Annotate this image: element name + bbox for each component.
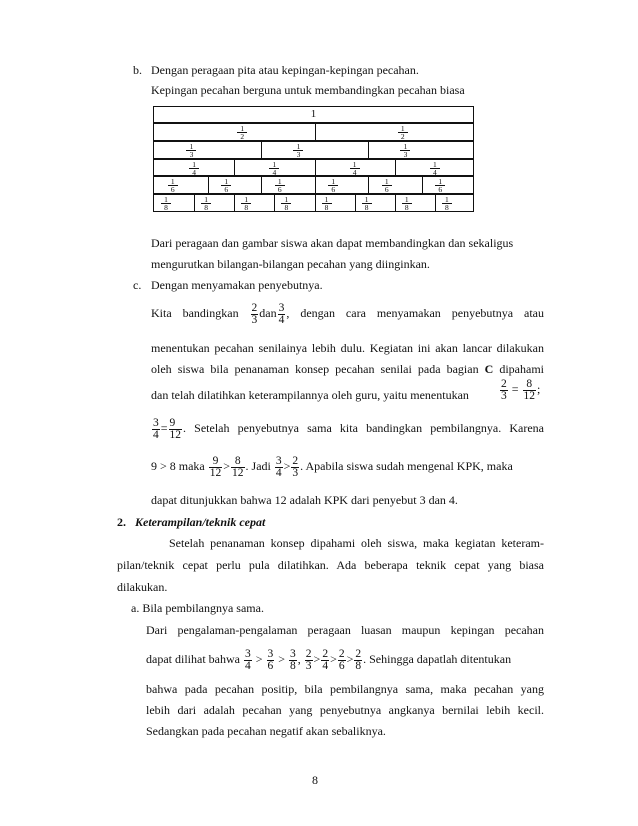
denominator: 3 [292, 466, 299, 479]
denominator: 12 [232, 466, 244, 479]
bar-label-denominator: 4 [350, 168, 360, 176]
bar-label-1-8 [402, 196, 412, 211]
bar-label-1-4 [189, 161, 199, 176]
fraction [152, 418, 160, 441]
bar-label-numerator: 1 [189, 142, 194, 151]
item-b-heading: Dengan peragaan pita atau kepingan-kepingan pecahan. [151, 63, 419, 77]
denominator: 4 [322, 659, 329, 672]
denominator: 12 [169, 428, 182, 441]
bar-label-denominator: 2 [398, 132, 408, 140]
item-b-subtext: Kepingan pecahan berguna untuk membandingkan pecahan biasa [151, 83, 465, 97]
denominator: 12 [209, 466, 222, 479]
fraction [169, 418, 183, 441]
bar-label-numerator: 1 [331, 177, 336, 186]
item-a-line5: Sedangkan pada pecahan negatif akan sebaliknya. [146, 724, 386, 738]
para-b-line2: mengurutkan bilangan-bilangan pecahan yang diinginkan. [151, 257, 430, 271]
denominator: 4 [275, 466, 282, 479]
bar-divider [261, 177, 262, 193]
text: dipahami [499, 362, 544, 376]
bar-label-numerator: 1 [364, 195, 369, 204]
text: Kita bandingkan [151, 306, 239, 320]
numerator: 2 [322, 647, 329, 660]
text: , dengan cara menyamakan penyebutnya atau [286, 306, 544, 320]
numerator: 2 [251, 301, 258, 314]
bar-label-numerator: 1 [204, 195, 209, 204]
bar-label-numerator: 1 [164, 195, 168, 204]
fraction [278, 303, 286, 326]
section-2-line2: pilan/teknik cepat perlu pula dilatihkan. Ada beberapa teknik cepat yang biasa [117, 558, 544, 572]
text: 9 > 8 maka [151, 459, 205, 473]
fraction [275, 456, 283, 479]
bar-label-numerator: 1 [384, 177, 389, 186]
text: . Jadi [245, 459, 271, 473]
denominator: 6 [338, 659, 345, 672]
bar-label-numerator: 1 [296, 142, 301, 151]
item-c-label: c. [133, 278, 142, 292]
bar-divider [315, 160, 316, 175]
bar-label-1-2 [237, 125, 247, 140]
bar-label-denominator: 8 [161, 203, 171, 211]
item-c-line6: 9 > 8 maka $\frac{9}{12}$ > $\frac{8}{12}$ . Jadi $\frac{3}{4}$ > $\frac{2}{3}$ . Apabila siswa sudah mengenal KPK, maka [151, 454, 513, 479]
numerator: 3 [290, 647, 296, 660]
bar-label-denominator: 2 [237, 132, 247, 140]
text: ; [537, 382, 541, 396]
numerator: 2 [338, 647, 345, 660]
numerator: 2 [305, 647, 312, 660]
bar-row-4 [153, 159, 474, 176]
numerator: 2 [355, 647, 362, 660]
fraction [291, 456, 299, 479]
bar-row-2 [153, 123, 474, 141]
fraction [523, 379, 537, 402]
bar-label-1-3 [400, 143, 410, 158]
bar-label-denominator: 8 [362, 203, 372, 211]
bar-label-denominator: 3 [400, 150, 410, 158]
numerator: 2 [292, 454, 299, 467]
bar-label-1-4 [269, 161, 279, 176]
bar-label-1-6 [275, 178, 285, 193]
text: . Setelah penyebutnya sama kita bandingkan pembilangnya. Karena [183, 421, 544, 435]
bar-label-numerator: 1 [352, 160, 357, 169]
bar-label-numerator: 1 [244, 195, 249, 204]
bar-label-numerator: 1 [445, 195, 449, 204]
item-a-line4: lebih dari adalah pecahan yang penyebutnya angkanya bernilai lebih kecil. [146, 703, 544, 717]
bar-divider [395, 195, 396, 211]
fraction [354, 649, 362, 672]
numerator: 3 [267, 647, 274, 660]
bar-divider [422, 177, 423, 193]
text: . Sehingga dapatlah ditentukan [363, 652, 512, 666]
bar-divider [208, 177, 209, 193]
page-number: 8 [312, 773, 318, 787]
bar-divider [261, 142, 262, 158]
bar-label-numerator: 1 [170, 177, 175, 186]
denominator: 8 [290, 659, 296, 672]
denominator: 3 [251, 313, 258, 326]
denominator: 4 [244, 659, 251, 672]
fraction [209, 456, 223, 479]
numerator: 9 [169, 416, 176, 429]
bar-label-1-6 [382, 178, 392, 193]
numerator: 3 [153, 416, 159, 429]
bar-label-1-2 [398, 125, 408, 140]
bar-label-numerator: 1 [224, 177, 229, 186]
bar-label-1-8 [241, 196, 251, 211]
fraction [305, 649, 313, 672]
bar-label-numerator: 1 [438, 177, 443, 186]
denominator: 4 [153, 428, 159, 441]
bar-label-numerator: 1 [433, 160, 437, 169]
bar-label-denominator: 3 [293, 150, 303, 158]
bar-label-1-3 [186, 143, 196, 158]
item-b-label: b. [133, 63, 142, 77]
numerator: 9 [212, 454, 219, 467]
bar-label-numerator: 1 [272, 160, 277, 169]
item-a-heading: a. Bila pembilangnya sama. [131, 601, 264, 615]
bar-label-numerator: 1 [404, 195, 409, 204]
bar-label-1-6 [221, 178, 231, 193]
bar-row-6 [153, 176, 474, 194]
denominator: 3 [501, 389, 507, 402]
bar-divider [315, 195, 316, 211]
numerator: 8 [526, 377, 533, 390]
section-2-line1: Setelah penanaman konsep dipahami oleh siswa, maka kegiatan keteram- [169, 536, 544, 550]
fraction [338, 649, 346, 672]
equation-1: $\frac{2}{3}$ = $\frac{8}{12}$ ; [501, 377, 541, 402]
item-c-line4 [151, 382, 469, 408]
bar-label-1-8 [201, 196, 211, 211]
bar-label-1-8 [442, 196, 452, 211]
fraction [267, 649, 275, 672]
bar-label-numerator: 1 [403, 142, 408, 151]
fraction [289, 649, 297, 672]
bar-label-1-6 [435, 178, 445, 193]
section-2-title: Keterampilan/teknik cepat [135, 515, 266, 529]
bar-divider [274, 195, 275, 211]
bar-divider [368, 142, 369, 158]
bar-row-8 [153, 194, 474, 212]
bar-whole [153, 106, 474, 123]
bar-label-1-6 [328, 178, 338, 193]
bar-label-1-6 [168, 178, 178, 193]
fraction [231, 456, 245, 479]
bar-label-1-8 [322, 196, 332, 211]
item-a-line1: Dari pengalaman-pengalaman peragaan luasan maupun kepingan pecahan [146, 623, 544, 637]
bar-divider [234, 160, 235, 175]
bar-divider [194, 195, 195, 211]
bar-label-denominator: 6 [328, 185, 338, 193]
bar-divider [315, 124, 316, 140]
bar-label-numerator: 1 [284, 195, 289, 204]
bar-label-denominator: 3 [186, 150, 196, 158]
denominator: 12 [523, 389, 536, 402]
text: . Apabila siswa sudah mengenal KPK, maka [300, 459, 513, 473]
item-c-heading: Dengan menyamakan penyebutnya. [151, 278, 323, 292]
para-b-line1: Dari peragaan dan gambar siswa akan dapat membandingkan dan sekaligus [151, 236, 514, 250]
item-c-line1 [151, 300, 544, 326]
bar-divider [315, 177, 316, 193]
denominator: 4 [278, 313, 285, 326]
bar-label-1-8 [161, 196, 171, 211]
bar-label-denominator: 8 [442, 203, 452, 211]
text: dapat dilihat bahwa [146, 652, 240, 666]
denominator: 3 [305, 659, 312, 672]
fraction [500, 379, 508, 402]
bar-label-1-4 [350, 161, 360, 176]
bar-row-3 [153, 141, 474, 159]
item-c-line2: menentukan pecahan senilainya lebih dulu. Kegiatan ini akan lancar dilakukan [151, 341, 544, 355]
text: dan [259, 306, 277, 320]
item-c-line3 [151, 361, 544, 377]
bold-text: C [484, 362, 494, 376]
numerator: 2 [501, 377, 507, 390]
text: oleh siswa bila penanaman konsep pecahan senilai pada bagian [151, 362, 479, 376]
bar-label-denominator: 6 [275, 185, 285, 193]
item-a-line3: bahwa pada pecahan positip, bila pembilangnya sama, maka pecahan yang [146, 682, 544, 696]
bar-label-denominator: 8 [322, 203, 332, 211]
item-c-line5: $\frac{3}{4}$ = $\frac{9}{12}$ . Setelah penyebutnya sama kita bandingkan pembilangnya. Karena [153, 416, 544, 441]
bar-divider [395, 160, 396, 175]
fraction [251, 303, 259, 326]
numerator: 8 [234, 454, 241, 467]
bar-label-numerator: 1 [240, 124, 245, 133]
denominator: 8 [355, 659, 362, 672]
bar-label-1-8 [281, 196, 291, 211]
bar-label-denominator: 4 [269, 168, 279, 176]
bar-label-numerator: 1 [277, 177, 282, 186]
bar-divider [435, 195, 436, 211]
bar-label-1-4 [430, 161, 440, 176]
bar-divider [234, 195, 235, 211]
section-2-number: 2. [117, 515, 126, 529]
bar-label-numerator: 1 [400, 124, 405, 133]
bar-label-1-8 [362, 196, 372, 211]
bar-label-denominator: 8 [241, 203, 251, 211]
text: dan telah dilatihkan keterampilannya oleh guru, yaitu menentukan [151, 388, 469, 402]
bar-label-denominator: 4 [189, 168, 199, 176]
bar-label-denominator: 8 [281, 203, 291, 211]
item-a-line2: dapat dilihat bahwa $\frac{3}{4}$ > $\frac{3}{6}$ > $\frac{3}{8}$ , $\frac{2}{3}$ > $\frac{2}{4}$ > $\frac{2}{6}$ > $\frac{2}{8}$ . Sehingga dapatlah ditentukan [146, 647, 512, 672]
bar-label-numerator: 1 [192, 160, 196, 169]
bar-label-denominator: 8 [201, 203, 211, 211]
bar-label-denominator: 6 [168, 185, 178, 193]
bar-label-denominator: 6 [382, 185, 392, 193]
bar-label-1-3 [293, 143, 303, 158]
bar-divider [368, 177, 369, 193]
section-2-line3: dilakukan. [117, 580, 168, 594]
bar-label-numerator: 1 [324, 195, 329, 204]
fraction [321, 649, 329, 672]
bar-label-denominator: 8 [402, 203, 412, 211]
bar-divider [355, 195, 356, 211]
bar-label-denominator: 4 [430, 168, 440, 176]
bar-label-denominator: 6 [435, 185, 445, 193]
numerator: 3 [278, 301, 285, 314]
denominator: 6 [267, 659, 274, 672]
numerator: 3 [244, 647, 251, 660]
bar-whole-label: 1 [310, 108, 317, 120]
fraction [244, 649, 252, 672]
bar-label-denominator: 6 [221, 185, 231, 193]
item-c-line7: dapat ditunjukkan bahwa 12 adalah KPK dari penyebut 3 dan 4. [151, 493, 458, 507]
numerator: 3 [275, 454, 282, 467]
